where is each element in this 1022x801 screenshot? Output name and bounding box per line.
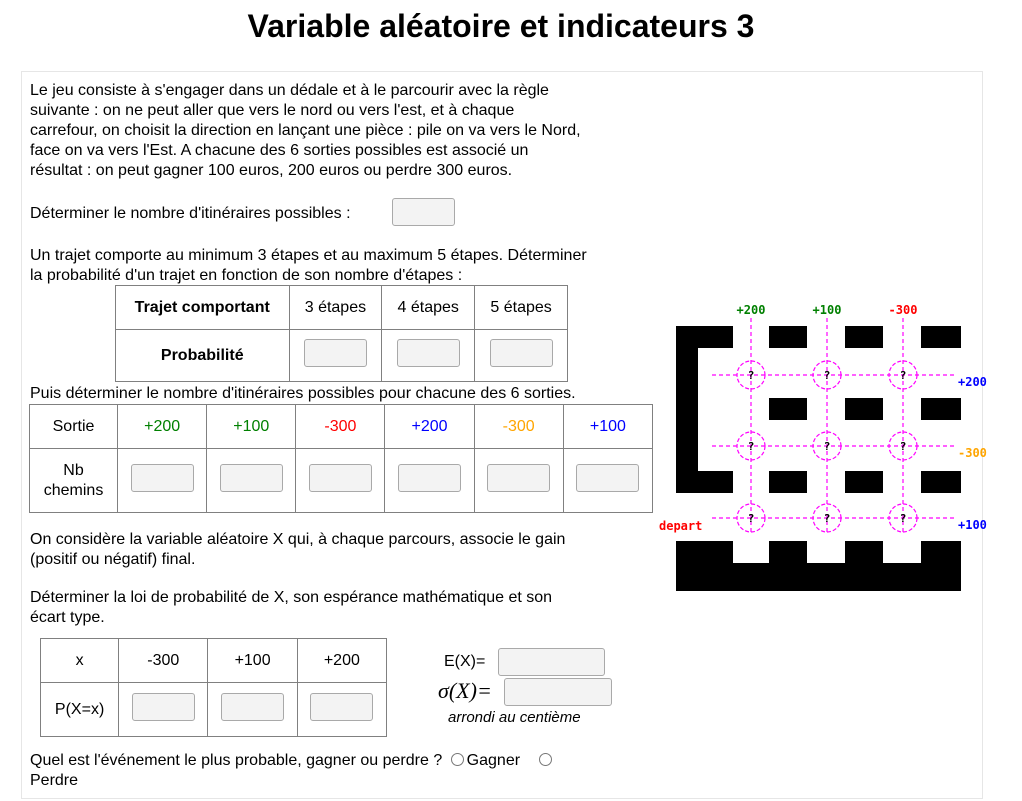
sortie-label: +100 xyxy=(563,405,652,449)
loi-table xyxy=(40,638,387,737)
proba-3-etapes-input[interactable] xyxy=(304,339,367,367)
maze-exit-label: -300 xyxy=(888,303,918,317)
maze-block xyxy=(921,471,961,493)
maze-node-label: ? xyxy=(747,440,755,453)
question-line: écart type. xyxy=(30,609,105,626)
table-cell xyxy=(297,683,386,737)
question-line: la probabilité d'un trajet en fonction de son nombre d'étapes : xyxy=(30,267,463,284)
maze-exit-label: depart xyxy=(659,519,703,533)
nb-chemins-input[interactable] xyxy=(576,464,639,492)
esperance-label: E(X)= xyxy=(444,653,486,670)
maze-diagram xyxy=(655,300,1000,595)
maze-exit-label: +100 xyxy=(958,518,987,532)
maze-block xyxy=(845,326,883,348)
table-row-label: Sortie xyxy=(30,405,118,449)
table-header: Trajet comportant xyxy=(116,286,290,330)
question-evenement xyxy=(30,751,555,771)
sorties-table xyxy=(29,404,653,513)
arrondi-note: arrondi au centième xyxy=(448,709,581,726)
table-cell xyxy=(289,330,382,382)
question-probabilite xyxy=(30,246,587,286)
proba-4-etapes-input[interactable] xyxy=(397,339,460,367)
intro-line: suivante : on ne peut aller que vers le nord ou vers l'est, et à chaque xyxy=(30,102,515,119)
chemins-label: chemins xyxy=(43,481,104,499)
perdre-radio[interactable] xyxy=(539,753,552,766)
intro-text xyxy=(30,81,581,181)
maze-node-label: ? xyxy=(823,512,831,525)
question-itineraires: Déterminer le nombre d'itinéraires possibles : xyxy=(30,205,351,222)
nb-chemins-input[interactable] xyxy=(398,464,461,492)
proba-5-etapes-input[interactable] xyxy=(490,339,553,367)
maze-paths xyxy=(712,318,955,533)
table-cell xyxy=(207,449,296,513)
itineraires-input[interactable] xyxy=(392,198,455,226)
maze-block xyxy=(845,471,883,493)
table-cell xyxy=(385,449,474,513)
ecart-type-input[interactable] xyxy=(504,678,612,706)
proba-x-input[interactable] xyxy=(310,693,373,721)
probabilite-table xyxy=(115,285,568,382)
question-line: Un trajet comporte au minimum 3 étapes et au maximum 5 étapes. Déterminer xyxy=(30,247,587,264)
maze-wall xyxy=(845,541,883,565)
table-header: 5 étapes xyxy=(475,286,568,330)
maze-block xyxy=(845,398,883,420)
page-title: Variable aléatoire et indicateurs 3 xyxy=(247,8,755,44)
maze-node-label: ? xyxy=(823,440,831,453)
table-header: 3 étapes xyxy=(289,286,382,330)
table-cell xyxy=(208,683,297,737)
sortie-label: -300 xyxy=(296,405,385,449)
table-header: +100 xyxy=(208,639,297,683)
nb-chemins-input[interactable] xyxy=(131,464,194,492)
question-variable xyxy=(30,530,565,570)
sortie-label: +100 xyxy=(207,405,296,449)
table-header: -300 xyxy=(119,639,208,683)
gagner-label: Gagner xyxy=(466,752,521,769)
maze-block xyxy=(921,326,961,348)
maze-exit-label: -300 xyxy=(958,446,987,460)
question-line: On considère la variable aléatoire X qui, à chaque parcours, associe le gain xyxy=(30,531,566,548)
proba-x-input[interactable] xyxy=(221,693,284,721)
maze-block xyxy=(769,471,807,493)
table-header: x xyxy=(41,639,119,683)
maze-node-label: ? xyxy=(899,369,907,382)
maze-wall xyxy=(769,541,807,565)
question-text: Quel est l'événement le plus probable, gagner ou perdre ? xyxy=(30,752,443,769)
nb-chemins-input[interactable] xyxy=(487,464,550,492)
table-cell xyxy=(119,683,208,737)
maze-wall xyxy=(676,471,733,493)
table-header: +200 xyxy=(297,639,386,683)
maze-wall xyxy=(676,326,733,348)
maze-node-label: ? xyxy=(747,512,755,525)
nb-chemins-input[interactable] xyxy=(220,464,283,492)
intro-line: carrefour, on choisit la direction en lançant une pièce : pile on va vers le Nord, xyxy=(30,122,581,139)
table-cell xyxy=(474,449,563,513)
maze-block xyxy=(921,398,961,420)
sortie-label: +200 xyxy=(118,405,207,449)
intro-line: face on va vers l'Est. A chacune des 6 sorties possibles est associé un xyxy=(30,142,529,159)
sigma-label: σ(X)= xyxy=(438,678,492,703)
maze-node-label: ? xyxy=(899,440,907,453)
table-row-label: P(X=x) xyxy=(41,683,119,737)
esperance-input[interactable] xyxy=(498,648,605,676)
question-sorties: Puis déterminer le nombre d'itinéraires possibles pour chacune des 6 sorties. xyxy=(30,385,576,402)
maze-exit-label: +200 xyxy=(958,375,987,389)
maze-block xyxy=(769,326,807,348)
sortie-label: +200 xyxy=(385,405,474,449)
maze-node-label: ? xyxy=(823,369,831,382)
table-cell xyxy=(475,330,568,382)
maze-node-label: ? xyxy=(899,512,907,525)
question-loi xyxy=(30,588,552,628)
table-cell xyxy=(118,449,207,513)
maze-exit-label: +100 xyxy=(812,303,842,317)
maze-node-label: ? xyxy=(747,369,755,382)
table-cell xyxy=(563,449,652,513)
perdre-label: Perdre xyxy=(30,772,79,789)
maze-wall xyxy=(676,541,733,565)
question-line: Déterminer la loi de probabilité de X, son espérance mathématique et son xyxy=(30,589,553,606)
nb-chemins-input[interactable] xyxy=(309,464,372,492)
nb-label: Nb xyxy=(63,461,84,479)
maze-wall xyxy=(921,541,961,565)
maze-block xyxy=(769,398,807,420)
maze-wall xyxy=(676,326,698,493)
table-cell xyxy=(296,449,385,513)
sortie-label: -300 xyxy=(474,405,563,449)
table-cell xyxy=(382,330,475,382)
table-row-label: Probabilité xyxy=(116,330,290,382)
maze-exit-label: +200 xyxy=(736,303,766,317)
proba-x-input[interactable] xyxy=(132,693,195,721)
intro-line: résultat : on peut gagner 100 euros, 200 euros ou perdre 300 euros. xyxy=(30,162,513,179)
gagner-radio[interactable] xyxy=(451,753,464,766)
question-line: (positif ou négatif) final. xyxy=(30,551,196,568)
intro-line: Le jeu consiste à s'engager dans un dédale et à le parcourir avec la règle xyxy=(30,82,549,99)
maze-wall xyxy=(676,563,961,591)
table-header: 4 étapes xyxy=(382,286,475,330)
table-row-label xyxy=(30,449,118,513)
